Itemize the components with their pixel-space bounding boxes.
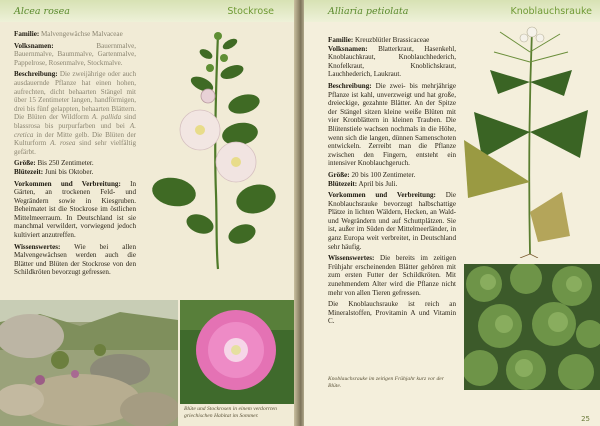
right-latin-name: Alliaria petiolata (328, 6, 409, 17)
groesse-label: Größe: (14, 159, 36, 168)
beschreibung-value: Die zweijährige oder auch ausdauernde Pflanze hat einen hohen, aufrechten, dicht behaarten Stängel mit über 15 Zentimeter langen, handförmigen, drei bis fünf gelappten, behaarten Blättern. Die Blüten der Wildform (14, 70, 136, 122)
vorkommen-value: In Gärten, an trockenen Feld- und Wegrändern sowie in Kiesgruben. Beheimatet ist die Stockrose im östlichen Mittelmeerraum. In Deutschland ist sie manchmal verwildert, vorwiegend jedoch kultiviert anzutreffen. (14, 179, 136, 240)
r-extra-value: Die Knoblauchsrauke ist reich an Mineralstoffen, Provitamin A und Vitamin C. (328, 300, 456, 326)
groesse-value: Bis 250 Zentimeter. (37, 159, 94, 168)
habitat-photo (0, 300, 178, 426)
hollyhock-illustration (140, 24, 290, 274)
flower-lower (216, 142, 256, 182)
r-groesse-value: 20 bis 100 Zentimeter. (351, 170, 416, 179)
r-beschreibung-value: Die zwei- bis mehrjährige Pflanze ist kahl, unverzweigt und hat große, dreieckige, gezahnte Blätter. An der Spitze der Stängel sitzen kleine weiße Blüten mit vier Kronblättern in kleinen Trauben. Die Blütenstiele wachsen nochmals in die Höhe, wenn sich die langen, dünnen Samenschoten entwickeln. Zerreibt man die Pflanze zwischen den Fingern, entsteht ein intensiver Knoblauchgeruch. (328, 81, 456, 168)
familie-label: Familie: (14, 30, 40, 38)
species-a: A. pallida (91, 113, 122, 122)
left-common-name: Stockrose (227, 6, 274, 17)
r-bluetezeit-label: Blütezeit: (328, 179, 358, 188)
right-common-name: Knoblauchsrauke (510, 6, 592, 17)
species-c: A. rosea (50, 139, 76, 148)
volksnamen-label: Volksnamen: (14, 41, 54, 50)
beschreibung-end: sind sehr vielfältig gefärbt. (14, 139, 136, 156)
leaves-photo (464, 264, 600, 390)
right-photo-caption: Knoblauchsrauke im zeitigen Frühjahr kurz vor der Blüte. (328, 376, 444, 389)
r-groesse-label: Größe: (328, 170, 350, 179)
r-familie-label: Familie: (328, 36, 354, 44)
beschreibung-mid: sind blassrosa bis purpurfarben und bei (14, 113, 136, 130)
left-body-text (14, 30, 136, 280)
page-number: 25 (581, 415, 590, 423)
wissenswertes-label: Wissenswertes: (14, 242, 61, 251)
left-photo-caption: Blüte und Stockrosen in einem verdorrten griechischen Habitat im Sommer. (184, 406, 277, 419)
r-wissenswertes-value: Die bereits im zeitigen Frühjahr erscheinenden Blätter gehören mit zum ersten Futter der Schildkröten. Mit zunehmendem Alter wird die Pflanze nicht mehr von allen Tieren gefressen. (328, 254, 456, 297)
r-vorkommen-label: Vorkommen und Verbreitung: (328, 191, 436, 200)
garlic-mustard-illustration (460, 22, 596, 258)
r-bluetezeit-value: April bis Juli. (358, 179, 398, 188)
r-wissenswertes-label: Wissenswertes: (328, 254, 375, 263)
left-page (0, 0, 296, 426)
r-beschreibung-label: Beschreibung: (328, 81, 372, 90)
beschreibung-mid2: in der Mitte gelb. Die Blüten der Kulturform (14, 130, 136, 148)
volksnamen-value: Bauernmalve, Bauernmalve, Baummalve, Gartenmalve, Pappelrose, Rosenmalve, Stockmalve. (14, 41, 136, 67)
beschreibung-label: Beschreibung: (14, 70, 58, 79)
right-page (304, 0, 600, 426)
r-familie-value: Kreuzblütler Brassicaceae (355, 36, 430, 44)
bluetezeit-value: Juni bis Oktober. (44, 167, 94, 176)
bluetezeit-label: Blütezeit: (14, 167, 44, 176)
r-volksnamen-label: Volksnamen: (328, 44, 368, 53)
r-volksnamen-value: Blatterkraut, Hasenkehl, Knoblauchkraut, Knoblauchhederich, Knofelkraut, Knoblichskraut, Lauchhederich, Laukraut. (328, 44, 456, 79)
familie-value: Malvengewächse Malvaceae (41, 30, 123, 38)
r-vorkommen-value: Die Knoblauchsrauke bevorzugt halbschattige Plätze in lichten Wäldern, Hecken, an Wald- und Wegrändern und auf Schuttplätzen. Sie ist, außer im Süden der Mittelmeerländer, in ganz Europa weit verbreitet, in Deutschland sehr häufig. (328, 191, 457, 251)
flower-photo (180, 300, 296, 404)
right-body-text (328, 36, 456, 329)
flower-upper (180, 110, 220, 150)
vorkommen-label: Vorkommen und Verbreitung: (14, 179, 121, 188)
species-b: A. cretica (14, 121, 136, 139)
left-latin-name: Alcea rosea (14, 6, 70, 17)
wissenswertes-value: Wie bei allen Malvengewächsen werden auch die Blätter und Blüten der Stockrose von den Schildkröten bevorzugt gefressen. (14, 242, 136, 277)
